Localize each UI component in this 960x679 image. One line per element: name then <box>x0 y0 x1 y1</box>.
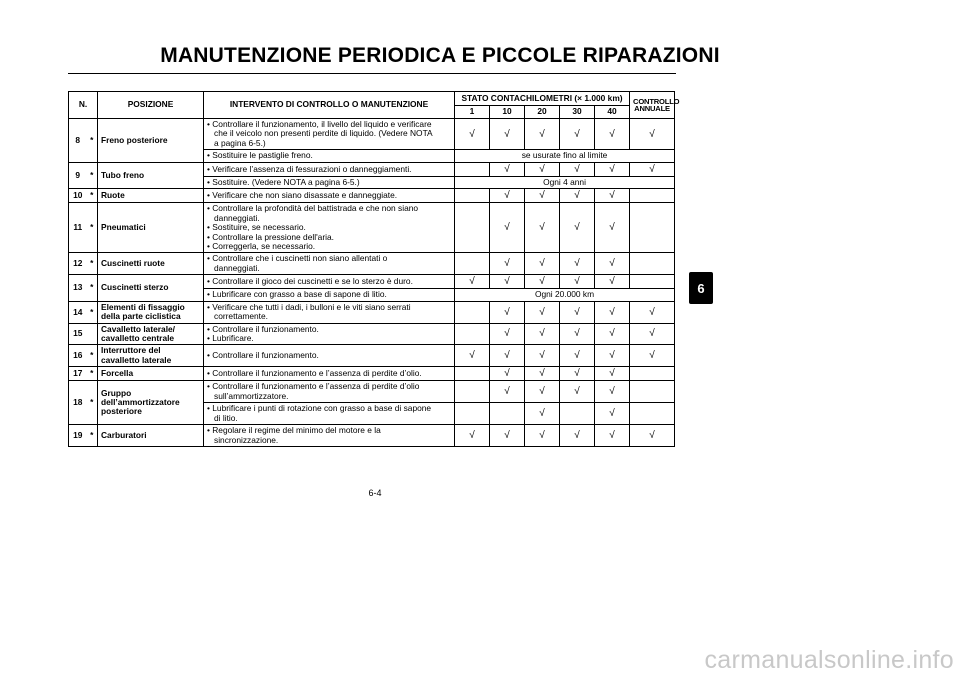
page-title: MANUTENZIONE PERIODICA E PICCOLE RIPARAZIONI <box>160 44 720 67</box>
row-intervento <box>204 301 455 323</box>
empty-cell <box>455 301 490 323</box>
header-controllo-annuale <box>630 92 680 119</box>
row-intervento <box>204 150 455 162</box>
row-posizione: Tubo freno <box>98 162 204 189</box>
check-mark: √ <box>560 425 595 447</box>
check-mark: √ <box>490 345 525 367</box>
intervento-line: • Lubrificare con grasso a base di sapone di litio. <box>207 289 387 300</box>
row-number: 8 <box>69 119 87 163</box>
check-mark: √ <box>525 323 560 345</box>
row-star-marker <box>87 323 98 345</box>
intervento-line: • Controllare la pressione dell'aria. <box>207 231 334 242</box>
check-mark: √ <box>455 119 490 150</box>
check-mark: √ <box>595 381 630 403</box>
check-mark: √ <box>525 119 560 150</box>
table-row <box>69 301 675 323</box>
row-intervento <box>204 381 455 403</box>
row-star-marker: * <box>87 425 98 447</box>
intervento-line: sincronizzazione. <box>214 434 279 445</box>
row-intervento <box>204 323 455 345</box>
check-mark: √ <box>490 119 525 150</box>
row-intervento <box>204 275 455 289</box>
row-intervento <box>204 119 455 150</box>
row-intervento <box>204 189 455 203</box>
row-number: 12 <box>69 253 87 275</box>
row-star-marker: * <box>87 203 98 253</box>
maintenance-table <box>68 91 680 447</box>
check-mark: √ <box>595 253 630 275</box>
check-mark: √ <box>525 345 560 367</box>
check-mark: √ <box>525 301 560 323</box>
table-row <box>69 253 675 275</box>
header-controllo-line1: CONTROLLO <box>633 96 680 106</box>
check-mark: √ <box>560 119 595 150</box>
check-mark: √ <box>560 189 595 203</box>
watermark: carmanualsonline.info <box>704 646 954 674</box>
check-mark: √ <box>490 323 525 345</box>
empty-cell <box>630 367 675 381</box>
table-row <box>69 425 675 447</box>
empty-cell <box>560 403 595 425</box>
header-km-10: 10 <box>490 106 525 119</box>
check-mark: √ <box>595 301 630 323</box>
header-km-20: 20 <box>525 106 560 119</box>
empty-cell <box>630 189 675 203</box>
row-intervento <box>204 203 455 253</box>
row-posizione: Cuscinetti ruote <box>98 253 204 275</box>
check-mark: √ <box>630 345 675 367</box>
intervento-line: • Controllare il funzionamento. <box>207 323 319 334</box>
check-mark: √ <box>595 323 630 345</box>
empty-cell <box>630 203 675 253</box>
check-mark: √ <box>560 162 595 176</box>
intervento-line: • Verificare che tutti i dadi, i bulloni e le viti siano serrati <box>207 301 411 312</box>
table-row <box>69 367 675 381</box>
check-mark: √ <box>560 275 595 289</box>
check-mark: √ <box>490 275 525 289</box>
row-posizione: Gruppo dell’ammortizzatore posteriore <box>98 381 204 425</box>
check-mark: √ <box>490 425 525 447</box>
check-mark: √ <box>525 403 560 425</box>
intervento-line: • Lubrificare i punti di rotazione con grasso a base di sapone <box>207 403 432 414</box>
row-posizione: Cavalletto laterale/ cavalletto centrale <box>98 323 204 345</box>
table-row <box>69 275 675 289</box>
check-mark: √ <box>595 119 630 150</box>
check-mark: √ <box>560 203 595 253</box>
check-mark: √ <box>490 381 525 403</box>
check-mark: √ <box>525 203 560 253</box>
table-row <box>69 189 675 203</box>
row-posizione: Carburatori <box>98 425 204 447</box>
check-mark: √ <box>490 367 525 381</box>
check-mark: √ <box>560 345 595 367</box>
row-intervento <box>204 162 455 176</box>
empty-cell <box>455 381 490 403</box>
intervento-line: • Controllare il gioco dei cuscinetti e se lo sterzo è duro. <box>207 276 413 287</box>
check-mark: √ <box>525 275 560 289</box>
empty-cell <box>630 381 675 403</box>
empty-cell <box>630 403 675 425</box>
header-stato-contachilometri: STATO CONTACHILOMETRI (× 1.000 km) <box>455 92 630 106</box>
check-mark: √ <box>560 253 595 275</box>
check-mark: √ <box>560 367 595 381</box>
check-mark: √ <box>595 425 630 447</box>
table-row <box>69 323 675 345</box>
interval-note: se usurate fino al limite <box>455 150 675 162</box>
intervento-line: • Controllare il funzionamento e l’assenza di perdite d’olio. <box>207 368 422 379</box>
row-intervento <box>204 403 455 425</box>
row-intervento <box>204 253 455 275</box>
row-number: 14 <box>69 301 87 323</box>
row-intervento <box>204 345 455 367</box>
empty-cell <box>630 275 675 289</box>
empty-cell <box>630 253 675 275</box>
title-divider <box>68 73 676 74</box>
header-intervento: INTERVENTO DI CONTROLLO O MANUTENZIONE <box>204 92 455 119</box>
row-intervento <box>204 425 455 447</box>
interval-note: Ogni 20.000 km <box>455 289 675 301</box>
row-number: 13 <box>69 275 87 302</box>
row-star-marker: * <box>87 253 98 275</box>
row-posizione: Ruote <box>98 189 204 203</box>
check-mark: √ <box>595 403 630 425</box>
row-star-marker: * <box>87 162 98 189</box>
empty-cell <box>455 403 490 425</box>
check-mark: √ <box>560 301 595 323</box>
interval-note: Ogni 4 anni <box>455 176 675 188</box>
row-number: 18 <box>69 381 87 425</box>
check-mark: √ <box>525 381 560 403</box>
row-intervento <box>204 176 455 188</box>
row-star-marker: * <box>87 367 98 381</box>
row-number: 15 <box>69 323 87 345</box>
row-intervento <box>204 367 455 381</box>
check-mark: √ <box>525 367 560 381</box>
check-mark: √ <box>630 162 675 176</box>
header-controllo-line2: ANNUALE <box>634 104 670 113</box>
intervento-line: correttamente. <box>214 311 268 322</box>
row-star-marker: * <box>87 345 98 367</box>
intervento-line: • Verificare che non siano disassate e danneggiate. <box>207 190 398 201</box>
row-star-marker: * <box>87 301 98 323</box>
check-mark: √ <box>490 203 525 253</box>
row-number: 16 <box>69 345 87 367</box>
check-mark: √ <box>490 189 525 203</box>
check-mark: √ <box>595 189 630 203</box>
header-km-30: 30 <box>560 106 595 119</box>
header-km-40: 40 <box>595 106 630 119</box>
empty-cell <box>455 203 490 253</box>
maintenance-table-body <box>69 119 675 447</box>
check-mark: √ <box>490 253 525 275</box>
row-posizione: Forcella <box>98 367 204 381</box>
check-mark: √ <box>560 381 595 403</box>
intervento-line: • Controllare il funzionamento, il livello del liquido e verificare <box>207 119 432 129</box>
check-mark: √ <box>630 301 675 323</box>
check-mark: √ <box>595 203 630 253</box>
check-mark: √ <box>630 119 675 150</box>
row-number: 9 <box>69 162 87 189</box>
chapter-tab: 6 <box>689 272 713 304</box>
row-number: 19 <box>69 425 87 447</box>
empty-cell <box>455 323 490 345</box>
empty-cell <box>455 189 490 203</box>
row-posizione: Interruttore del cavalletto laterale <box>98 345 204 367</box>
table-row <box>69 345 675 367</box>
header-n: N. <box>69 92 98 119</box>
intervento-line: • Controllare che i cuscinetti non siano allentati o <box>207 253 388 264</box>
empty-cell <box>455 253 490 275</box>
header-km-1: 1 <box>455 106 490 119</box>
row-number: 10 <box>69 189 87 203</box>
check-mark: √ <box>455 275 490 289</box>
row-star-marker: * <box>87 189 98 203</box>
intervento-line: • Correggerla, se necessario. <box>207 241 316 252</box>
check-mark: √ <box>525 162 560 176</box>
row-posizione: Cuscinetti sterzo <box>98 275 204 302</box>
check-mark: √ <box>630 323 675 345</box>
intervento-line: • Controllare il funzionamento e l’assenza di perdite d’olio <box>207 381 420 392</box>
row-posizione: Freno posteriore <box>98 119 204 163</box>
intervento-line: danneggiati. <box>214 262 260 273</box>
intervento-line: sull’ammortizzatore. <box>214 390 289 401</box>
check-mark: √ <box>595 275 630 289</box>
empty-cell <box>455 367 490 381</box>
table-row <box>69 119 675 150</box>
row-star-marker: * <box>87 381 98 425</box>
check-mark: √ <box>595 162 630 176</box>
intervento-line: • Verificare l’assenza di fessurazioni o danneggiamenti. <box>207 163 412 174</box>
table-row <box>69 203 675 253</box>
check-mark: √ <box>595 345 630 367</box>
row-number: 11 <box>69 203 87 253</box>
check-mark: √ <box>630 425 675 447</box>
row-intervento <box>204 289 455 301</box>
intervento-line: a pagina 6-5.) <box>214 137 266 148</box>
empty-cell <box>490 403 525 425</box>
check-mark: √ <box>455 345 490 367</box>
check-mark: √ <box>560 323 595 345</box>
intervento-line: • Sostituire, se necessario. <box>207 222 306 233</box>
empty-cell <box>455 162 490 176</box>
intervento-line: • Regolare il regime del minimo del motore e la <box>207 425 381 436</box>
check-mark: √ <box>595 367 630 381</box>
table-row <box>69 162 675 176</box>
check-mark: √ <box>525 189 560 203</box>
row-number: 17 <box>69 367 87 381</box>
intervento-line: • Sostituire. (Vedere NOTA a pagina 6-5.) <box>207 176 360 187</box>
intervento-line: che il veicolo non presenti perdite di liquido. (Vedere NOTA <box>214 128 433 139</box>
page-number: 6-4 <box>368 488 382 498</box>
intervento-line: • Controllare la profondità del battistrada e che non siano <box>207 203 419 214</box>
row-posizione: Pneumatici <box>98 203 204 253</box>
check-mark: √ <box>525 253 560 275</box>
check-mark: √ <box>490 301 525 323</box>
intervento-line: danneggiati. <box>214 212 260 223</box>
row-star-marker: * <box>87 275 98 302</box>
intervento-line: • Lubrificare. <box>207 333 254 344</box>
intervento-line: • Sostituire le pastiglie freno. <box>207 150 313 161</box>
header-posizione: POSIZIONE <box>98 92 204 119</box>
intervento-line: di litio. <box>214 412 238 423</box>
row-star-marker: * <box>87 119 98 163</box>
check-mark: √ <box>490 162 525 176</box>
check-mark: √ <box>455 425 490 447</box>
row-posizione: Elementi di fissaggio della parte ciclistica <box>98 301 204 323</box>
intervento-line: • Controllare il funzionamento. <box>207 350 319 361</box>
table-row <box>69 381 675 403</box>
check-mark: √ <box>525 425 560 447</box>
